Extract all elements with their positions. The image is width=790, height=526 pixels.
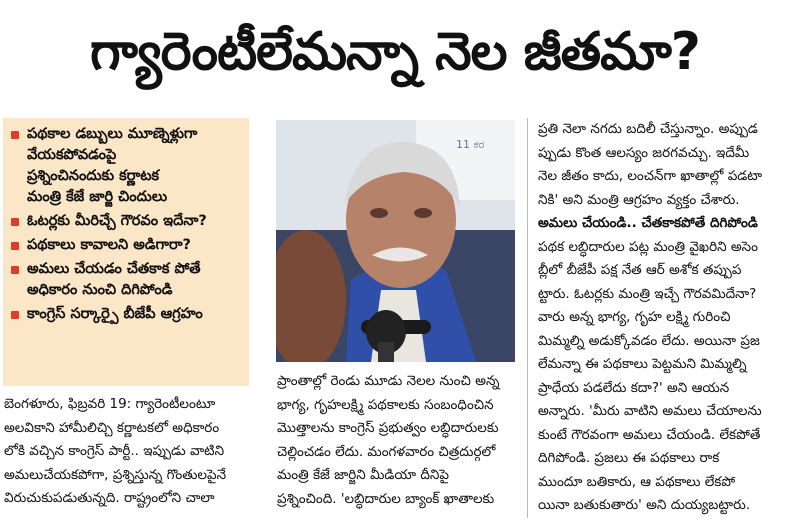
highlight-item <box>9 235 243 256</box>
bullet-square-icon <box>11 311 19 319</box>
highlight-item <box>9 259 243 301</box>
article-line: బ్లీలో బీజేపీ పక్ష నేత ఆర్ అశోక తప్పుప <box>538 262 742 278</box>
article-line: మిమ్మల్ని అడుక్కోవడం లేదు. అయినా ప్రజ <box>538 332 760 349</box>
highlight-line: పథకాల డబ్బులు మూణ్నెళ్లుగా <box>27 126 198 142</box>
highlight-line: మంత్రి కేజే జార్జి చిందులు <box>27 189 168 205</box>
highlight-text <box>27 259 243 301</box>
highlight-line: వేయకపోవడంపై <box>27 147 117 163</box>
article-line: బెంగళూరు, ఫిబ్రవరి 19: గ్యారెంటీలంటూ <box>4 396 216 412</box>
article-subheading: అమలు చేయండి.. చేతకాకపోతే దిగిపోండి <box>538 215 758 231</box>
article-line: భాగ్య, గృహలక్ష్మి పథకాలకు సంబంధించిన <box>277 396 494 413</box>
article-line: దిగిపోండి. ప్రజలు ఈ పథకాలు రాక <box>538 450 720 466</box>
article-line: అన్నారు. 'మీరు వాటిని అమలు చేయాలను <box>538 403 762 419</box>
bullet-square-icon <box>11 266 19 274</box>
article-line: మంత్రి కేజే జార్జిని మీడియా దీనిపై <box>277 467 449 483</box>
article-line: లేమన్నా ఈ పథకాలు పెట్టమని మిమ్మల్ని <box>538 356 747 372</box>
backdrop-text: 11 ಕರ <box>456 138 485 151</box>
article-line: ప్రశ్నించింది. 'లబ్ధిదారుల బ్యాంక్ ఖాతాలకు <box>277 490 495 507</box>
headline: గ్యారెంటీలేమన్నా నెల జీతమా? <box>90 21 700 82</box>
column-divider <box>527 118 528 518</box>
article-line: విరుచుకుపడుతున్నది. రాష్ట్రంలోని చాలా <box>4 490 215 506</box>
highlight-line: అమలు చేయడం చేతకాక పోతే <box>27 261 201 277</box>
article-line: ప్రాంతాల్లో రెండు మూడు నెలల నుంచి అన్న <box>277 373 500 389</box>
highlight-item <box>9 304 243 325</box>
article-line: కుంటే గౌరవంగా అమలు చేయండి. లేకపోతే <box>538 426 761 443</box>
article-column-middle <box>277 370 527 511</box>
highlight-text <box>27 304 243 325</box>
highlight-text <box>27 124 243 208</box>
highlights-box <box>3 118 249 386</box>
article-line: పథక లబ్ధిదారుల పట్ల మంత్రి వైఖరిని అసెం <box>538 238 759 255</box>
article-line: యినా బతుకుతారు' అని దుయ్యబట్టారు. <box>538 497 751 513</box>
article-line: మొత్తాలను కాంగ్రెస్ ప్రభుత్వం లబ్ధిదారులకు <box>277 420 499 436</box>
article-column-right <box>538 118 788 518</box>
article-line: ట్టారు. ఓటర్లకు మంత్రి ఇచ్చే గౌరవమిదేనా? <box>538 285 757 302</box>
highlight-line: ప్రశ్నించినందుకు కర్ణాటక <box>27 168 160 184</box>
highlight-text <box>27 235 243 256</box>
article-line: ముందూ బతికారు, ఆ పథకాలు లేకపో <box>538 473 736 490</box>
article-line: నెల జీతం కాదు, లంచన్‌గా ఖాతాల్లో పడటా <box>538 168 763 184</box>
bullet-square-icon <box>11 218 19 226</box>
article-line: చెల్లించడం లేదు. మంగళవారం చిత్రదుర్గలో <box>277 443 496 460</box>
bullet-square-icon <box>11 131 19 139</box>
bullet-square-icon <box>11 242 19 250</box>
article-line: అమలుచేయకపోగా, ప్రశ్నిస్తున్న గొంతులపైనే <box>4 466 227 483</box>
article-line: ప్పుడు కొంత ఆలస్యం జరగవచ్చు. ఇదేమీ <box>538 144 750 161</box>
highlight-text <box>27 211 243 232</box>
highlight-line: ఓటర్లకు మీరిచ్చే గౌరవం ఇదేనా? <box>27 213 207 229</box>
article-line: అలవికాని హామీలిచ్చి కర్ణాటకలో అధికారం <box>4 419 220 436</box>
minister-photo <box>276 120 515 362</box>
highlight-item <box>9 124 243 208</box>
article-line: ప్రతి నెలా నగదు బదిలీ చేస్తున్నాం. అప్పుడ <box>538 121 758 137</box>
highlight-item <box>9 211 243 232</box>
article-line: వారు అన్న భాగ్య, గృహ లక్ష్మి గురించి <box>538 309 731 325</box>
article-line: నికి' అని మంత్రి ఆగ్రహం వ్యక్తం చేశారు. <box>538 191 740 208</box>
article-line: ప్రాధేయ పడలేదు కదా?' అని ఆయన <box>538 379 730 396</box>
highlight-line: కాంగ్రెస్ సర్కార్పై బీజేపీ ఆగ్రహం <box>27 306 203 322</box>
minister-photo-art <box>276 120 515 362</box>
article-line: లోకి వచ్చిన కాంగ్రెస్ పార్టీ.. ఇప్పుడు వాటిని <box>4 443 225 459</box>
highlight-line: అధికారం నుంచి దిగిపోండి <box>27 282 173 298</box>
highlight-line: పథకాలు కావాలని అడిగారా? <box>27 237 191 253</box>
article-column-left <box>4 393 250 511</box>
